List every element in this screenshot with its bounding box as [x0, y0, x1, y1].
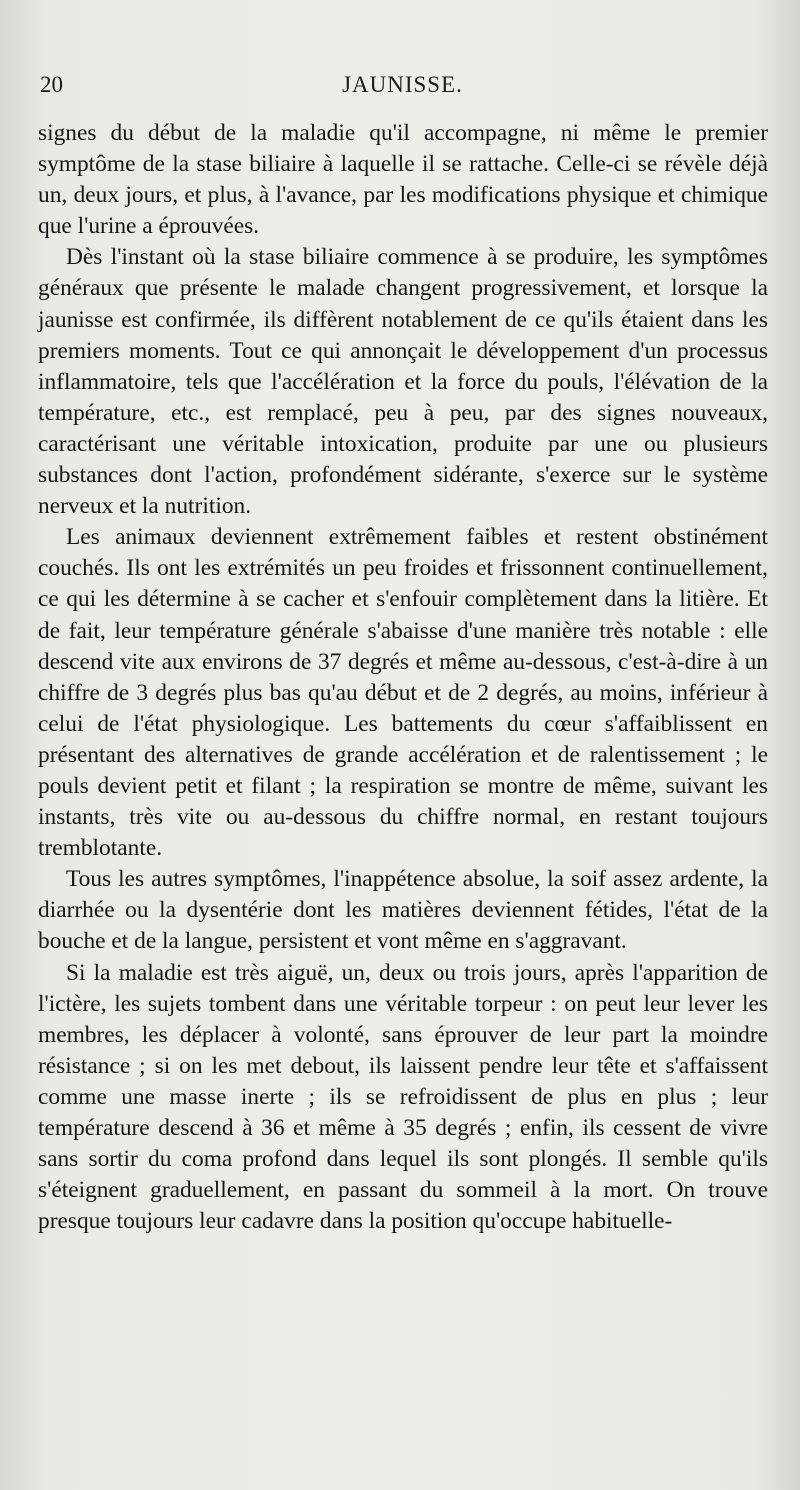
paragraph-animaux-faibles: Les animaux deviennent extrêmement faibles et restent obstinément couchés. Ils ont les extrémités un peu froides et frissonnent continuellement, ce qui les détermine à se cacher et s'enfouir complètement dans la litière. Et de fait, leur température générale s'abaisse d'une manière très notable : elle descend vite aux environs de 37 degrés et même au-dessous, c'est-à-dire à un chiffre de 3 degrés plus bas qu'au début et de 2 degrés, au moins, inférieur à celui de l'état physiologique. Les battements du cœur s'affaiblissent en présentant des alternatives de grande accélération et de ralentissement ; le pouls devient petit et filant ; la respiration se montre de même, suivant les instants, très vite ou au-dessous du chiffre normal, en restant toujours tremblotante. — [38, 524, 768, 862]
paragraph-stase-biliaire: Dès l'instant où la stase biliaire commence à se produire, les symptômes généraux que présente le malade changent progressivement, et lorsque la jaunisse est confirmée, ils diffèrent notablement de ce qu'ils étaient dans les premiers moments. Tout ce qui annonçait le développement d'un processus inflammatoire, tels que l'accélération et la force du pouls, l'élévation de la température, etc., est remplacé, peu à peu, par des signes nouveaux, caractérisant une véritable intoxication, produite par une ou plusieurs substances dont l'action, profondément sidérante, s'exerce sur le système nerveux et la nutrition. — [38, 244, 768, 520]
running-title: JAUNISSE. — [342, 72, 463, 97]
paragraph-continuation: signes du début de la maladie qu'il accompagne, ni même le premier symptôme de la stase biliaire à laquelle il se rattache. Celle-ci se révèle déjà un, deux jours, et plus, à l'avance, par les modifications physique et chimique que l'urine a éprouvées. — [38, 120, 768, 240]
paragraph-maladie-aigue: Si la maladie est très aiguë, un, deux ou trois jours, après l'apparition de l'ictère, les sujets tombent dans une véritable torpeur : on peut leur lever les membres, les déplacer à volonté, sans éprouver de leur part la moindre résistance ; si on les met debout, ils laissent pendre leur tête et s'affaissent comme une masse inerte ; ils se refroidissent de plus en plus ; leur température descend à 36 et même à 35 degrés ; enfin, ils cessent de vivre sans sortir du coma profond dans lequel ils sont plongés. Il semble qu'ils s'éteignent graduellement, en passant du sommeil à la mort. On trouve presque toujours leur cadavre dans la position qu'occupe habituelle- — [38, 959, 768, 1235]
page-number: 20 — [40, 72, 63, 97]
page-body — [38, 118, 768, 1237]
paragraph-autres-symptomes: Tous les autres symptômes, l'inappétence absolue, la soif assez ardente, la diarrhée ou la dysentérie dont les matières deviennent fétides, l'état de la bouche et de la langue, persistent et vont même en s'aggravant. — [38, 866, 768, 955]
page-header — [40, 72, 765, 108]
